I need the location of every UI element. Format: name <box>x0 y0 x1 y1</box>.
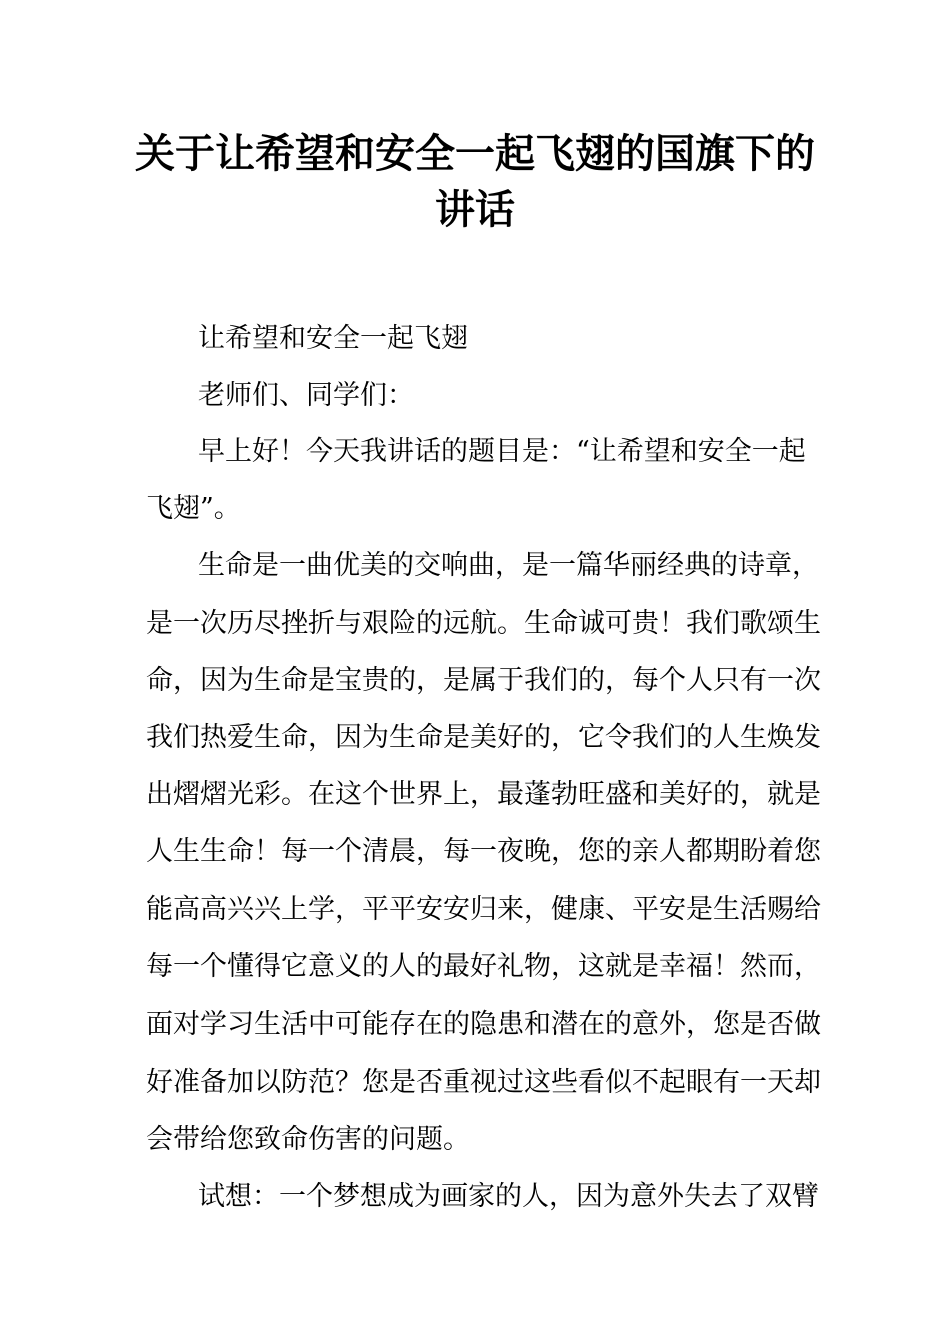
paragraph-line: 命，因为生命是宝贵的，是属于我们的，每个人只有一次 <box>146 665 821 696</box>
paragraph-line: 每一个懂得它意义的人的最好礼物，这就是幸福！然而， <box>146 951 821 982</box>
paragraph-line: 出熠熠光彩。在这个世界上，最蓬勃旺盛和美好的，就是 <box>146 779 821 810</box>
paragraph-line: 生命是一曲优美的交响曲，是一篇华丽经典的诗章， <box>198 550 819 581</box>
salutation-line: 老师们、同学们： <box>198 380 414 411</box>
paragraph-line: 人生生命！每一个清晨，每一夜晚，您的亲人都期盼着您 <box>146 836 821 867</box>
paragraph-line: 飞翅”。 <box>146 493 241 524</box>
paragraph-line: 早上好！今天我讲话的题目是：“让希望和安全一起 <box>198 436 806 467</box>
paragraph-line: 是一次历尽挫折与艰险的远航。生命诚可贵！我们歌颂生 <box>146 608 821 639</box>
document-title-line-1: 关于让希望和安全一起飞翅的国旗下的 <box>135 130 815 177</box>
document-title-line-2: 讲话 <box>435 186 515 233</box>
paragraph-line: 会带给您致命伤害的问题。 <box>146 1124 470 1155</box>
subtitle-line: 让希望和安全一起飞翅 <box>198 323 468 354</box>
paragraph-line: 好准备加以防范？您是否重视过这些看似不起眼有一天却 <box>146 1067 821 1098</box>
paragraph-line: 试想：一个梦想成为画家的人，因为意外失去了双臂 <box>198 1181 819 1212</box>
paragraph-line: 能高高兴兴上学，平平安安归来，健康、平安是生活赐给 <box>146 894 821 925</box>
paragraph-line: 面对学习生活中可能存在的隐患和潜在的意外，您是否做 <box>146 1009 821 1040</box>
paragraph-line: 我们热爱生命，因为生命是美好的，它令我们的人生焕发 <box>146 722 821 753</box>
